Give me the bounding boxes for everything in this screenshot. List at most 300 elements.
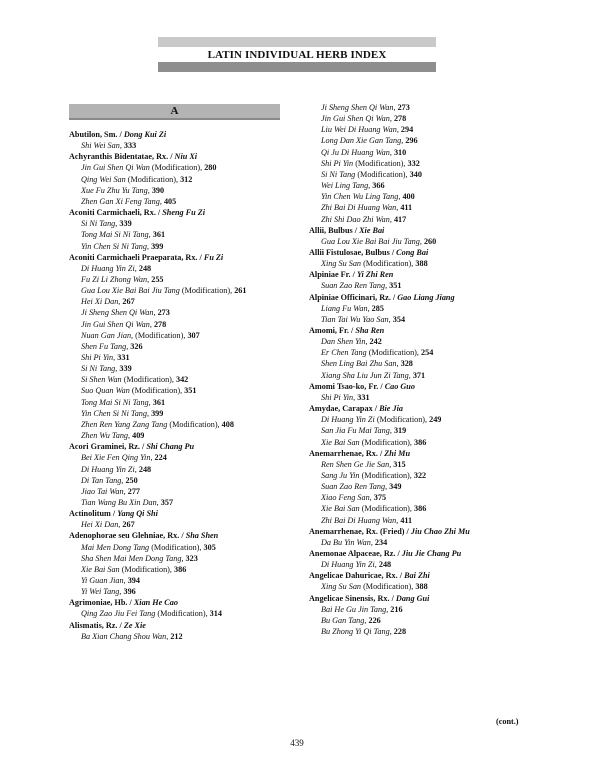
herb-entry: [69, 597, 178, 608]
formula-name: Jin Gui Shen Qi Wan: [81, 163, 150, 173]
formula-entry: [309, 492, 386, 503]
herb-latin-name: Amomi Tsao-ko, Fr.: [309, 381, 379, 391]
formula-name: Yin Chen Si Ni Tang: [81, 408, 147, 418]
page-ref: 326: [130, 341, 143, 351]
formula-name: Xue Fu Zhu Yu Tang: [81, 185, 148, 195]
formula-name: Zhi Bai Di Huang Wan: [321, 203, 397, 213]
formula-name: Tian Wang Bu Xin Dan: [81, 497, 157, 507]
page-ref: 250: [125, 475, 138, 485]
formula-entry: [309, 336, 382, 347]
page-ref: 315: [393, 459, 406, 469]
formula-name: Suo Quan Wan: [81, 386, 130, 396]
herb-latin-name: Aconiti Carmichaeli Praeparata, Rx.: [69, 252, 198, 262]
separator: ,: [149, 319, 154, 329]
herb-entry: [309, 247, 428, 258]
page-ref: 332: [407, 158, 420, 168]
herb-entry: [309, 292, 455, 303]
formula-entry: [309, 626, 406, 637]
separator: ,: [146, 408, 152, 418]
page-title: LATIN INDIVIDUAL HERB INDEX: [207, 49, 387, 61]
page-ref: 310: [393, 147, 407, 157]
separator: ,: [403, 158, 408, 168]
page-ref: 248: [138, 263, 152, 273]
separator: /: [139, 442, 147, 452]
formula-name: Hei Xi Dan: [81, 520, 119, 530]
formula-name: Ji Sheng Shen Qi Wan: [81, 308, 154, 318]
herb-entry: [69, 207, 205, 218]
herb-chinese-name: Jiu Jie Chang Pu: [401, 549, 462, 558]
formula-name: Tong Mai Si Ni Tang: [81, 230, 149, 240]
separator: ,: [159, 196, 164, 206]
formula-note: (Modification): [374, 415, 426, 425]
page-ref: 408: [221, 419, 234, 429]
separator: ,: [398, 192, 403, 202]
separator: ,: [134, 263, 139, 273]
page-ref: 226: [368, 615, 381, 625]
page-ref: 278: [393, 114, 407, 124]
page-ref: 396: [123, 587, 136, 597]
page-ref: 260: [423, 236, 437, 246]
separator: ,: [146, 241, 152, 251]
formula-entry: [69, 274, 164, 285]
separator: /: [389, 247, 397, 257]
herb-chinese-name: Bie Jia: [379, 404, 403, 414]
formula-entry: [309, 147, 406, 158]
herb-latin-name: Achyranthis Bidentatae, Rx.: [69, 152, 169, 162]
herb-entry: [309, 593, 429, 604]
page-ref: 249: [429, 415, 442, 425]
formula-entry: [69, 430, 144, 441]
separator: ,: [175, 174, 181, 184]
formula-entry: [309, 470, 426, 481]
separator: ,: [180, 386, 185, 396]
separator: ,: [393, 103, 398, 112]
formula-name: Sha Shen Mai Men Dong Tang: [81, 553, 182, 563]
formula-note: (Modification): [129, 386, 181, 396]
formula-entry: [69, 140, 136, 151]
separator: ,: [230, 286, 235, 296]
formula-name: Xie Bai San: [81, 564, 120, 574]
formula-name: Si Shen Wan: [81, 375, 122, 385]
separator: ,: [217, 419, 222, 429]
herb-chinese-name: Xian He Cao: [133, 598, 178, 608]
herb-latin-name: Adenophorae seu Glehniae, Rx.: [69, 531, 180, 541]
separator: /: [348, 326, 356, 335]
separator: /: [378, 381, 385, 391]
formula-entry: [309, 314, 405, 325]
page-ref: 328: [400, 359, 413, 369]
herb-chinese-name: Xie Bai: [359, 225, 385, 235]
separator: ,: [156, 497, 161, 507]
formula-name: Sang Ju Yin: [321, 470, 360, 480]
separator: ,: [121, 475, 126, 485]
herb-latin-name: Anemarrhenae, Rx. (Fried): [309, 526, 405, 536]
page-ref: 349: [389, 482, 402, 492]
page-ref: 314: [209, 609, 222, 619]
formula-name: Yi Guan Jian: [81, 576, 124, 585]
page-ref: 409: [132, 431, 145, 441]
formula-note: (Modification): [353, 158, 404, 168]
formula-note: (Modification): [366, 348, 417, 358]
page-ref: 248: [378, 560, 392, 570]
herb-chinese-name: Yi Zhi Ren: [356, 270, 394, 280]
separator: ,: [385, 281, 390, 291]
formula-entry: [309, 437, 426, 448]
formula-entry: [69, 586, 136, 597]
separator: /: [352, 225, 360, 235]
page-ref: 388: [415, 259, 428, 269]
formula-entry: [309, 191, 415, 202]
separator: ,: [416, 348, 421, 358]
formula-note: (Modification): [361, 582, 412, 592]
herb-latin-name: Angelicae Sinensis, Rx.: [309, 593, 390, 603]
formula-name: Yi Wei Tang: [81, 587, 120, 597]
formula-entry: [69, 285, 246, 296]
herb-latin-name: Amomi, Fr.: [309, 326, 349, 335]
separator: ,: [409, 470, 414, 480]
formula-note: (Modification): [155, 609, 206, 619]
herb-entry: [309, 526, 470, 537]
formula-name: Ren Shen Ge Jie San: [321, 459, 390, 469]
formula-name: Wei Ling Tang: [321, 181, 369, 191]
herb-entry: [309, 548, 461, 559]
page-ref: 333: [123, 141, 137, 151]
formula-entry: [309, 303, 384, 314]
separator: /: [395, 549, 402, 558]
formula-name: Xie Bai San: [321, 504, 360, 514]
formula-name: Xiao Feng San: [321, 493, 370, 503]
separator: /: [389, 593, 396, 603]
formula-name: Qing Wei San: [81, 174, 126, 184]
separator: ,: [134, 464, 139, 474]
separator: ,: [389, 459, 394, 469]
separator: ,: [408, 370, 413, 380]
separator: ,: [409, 437, 414, 447]
formula-name: Zhen Ren Yang Zang Tang: [81, 419, 168, 429]
formula-entry: [69, 374, 188, 385]
formula-name: Xiang Sha Liu Jun Zi Tang: [321, 370, 409, 380]
page-ref: 278: [153, 319, 167, 329]
separator: ,: [386, 604, 391, 614]
formula-name: Shi Pi Yin: [321, 158, 354, 168]
herb-entry: [309, 448, 410, 459]
separator: ,: [411, 582, 416, 592]
formula-entry: [309, 370, 425, 381]
herb-chinese-name: Sha Ren: [355, 326, 385, 335]
page-ref: 339: [119, 364, 132, 374]
page-ref: 411: [400, 203, 413, 213]
formula-name: Qing Zao Jiu Fei Tang: [81, 609, 156, 619]
formula-name: Gua Lou Xie Bai Bai Jiu Tang: [321, 236, 420, 246]
herb-chinese-name: Shi Chang Pu: [146, 442, 195, 452]
formula-entry: [69, 263, 151, 274]
separator: ,: [396, 515, 401, 525]
page-ref: 319: [393, 426, 407, 436]
separator: ,: [118, 520, 123, 530]
page-ref: 371: [412, 370, 426, 380]
formula-entry: [309, 392, 370, 403]
separator: ,: [169, 564, 174, 574]
separator: ,: [147, 274, 152, 284]
page-ref: 228: [393, 627, 407, 637]
page-ref: 254: [421, 348, 434, 358]
formula-note: (Modification): [361, 259, 412, 269]
separator: ,: [199, 542, 204, 552]
page-ref: 296: [405, 136, 418, 146]
formula-entry: [309, 581, 428, 592]
herb-entry: [309, 381, 415, 392]
herb-chinese-name: Yang Qi Shi: [117, 509, 158, 519]
formula-name: Bei Xie Fen Qing Yin: [81, 453, 151, 463]
separator: /: [117, 620, 124, 630]
herb-chinese-name: Jiu Chao Zhi Mu: [410, 526, 470, 536]
page-ref: 234: [374, 537, 388, 547]
page-ref: 307: [187, 330, 200, 340]
formula-entry: [309, 347, 433, 358]
formula-entry: [69, 564, 186, 575]
formula-entry: [69, 352, 130, 363]
formula-entry: [309, 169, 422, 180]
formula-name: Xing Su San: [321, 259, 362, 269]
page-ref: 285: [371, 303, 384, 313]
formula-name: Suan Zao Ren Tang: [321, 281, 386, 291]
separator: ,: [389, 114, 394, 124]
separator: /: [350, 270, 357, 280]
formula-entry: [69, 385, 196, 396]
formula-note: (Modification): [125, 174, 176, 184]
formula-entry: [69, 408, 163, 419]
formula-name: Liu Wei Di Huang Wan: [321, 125, 397, 135]
formula-entry: [309, 515, 412, 526]
separator: ,: [388, 314, 393, 324]
page-ref: 394: [127, 576, 140, 585]
formula-note: (Modification): [355, 169, 406, 179]
herb-latin-name: Amydae, Carapax: [309, 404, 373, 414]
separator: ,: [183, 330, 188, 340]
formula-name: Si Ni Tang: [81, 219, 116, 229]
separator: ,: [368, 181, 373, 191]
page-ref: 399: [151, 408, 164, 418]
formula-entry: [69, 330, 200, 341]
separator: /: [155, 208, 163, 218]
herb-latin-name: Alpiniae Fr.: [309, 270, 351, 280]
page-ref: 361: [152, 397, 166, 407]
herb-chinese-name: Cong Bai: [396, 247, 429, 257]
herb-entry: [69, 441, 194, 452]
formula-entry: [309, 615, 381, 626]
separator: ,: [389, 214, 394, 224]
page-ref: 357: [160, 497, 174, 507]
herb-chinese-name: Niu Xi: [174, 152, 198, 162]
separator: /: [404, 526, 411, 536]
formula-entry: [69, 162, 216, 173]
page-ref: 216: [390, 604, 403, 614]
formula-entry: [69, 241, 163, 252]
formula-entry: [309, 102, 410, 113]
separator: ,: [123, 576, 128, 585]
herb-entry: [309, 269, 393, 280]
separator: ,: [419, 236, 424, 246]
formula-entry: [309, 258, 428, 269]
formula-entry: [69, 608, 222, 619]
formula-entry: [309, 280, 401, 291]
page-ref: 342: [175, 375, 189, 385]
herb-chinese-name: Bai Zhi: [404, 571, 430, 581]
formula-entry: [309, 113, 406, 124]
formula-entry: [69, 519, 135, 530]
page-ref: 331: [357, 392, 370, 402]
formula-entry: [69, 185, 164, 196]
separator: ,: [367, 303, 372, 313]
separator: ,: [385, 482, 390, 492]
formula-name: Si Ni Tang: [321, 169, 356, 179]
separator: /: [168, 152, 175, 162]
page-ref: 305: [203, 542, 216, 552]
herb-entry: [309, 570, 430, 581]
formula-name: Shen Fu Tang: [81, 341, 127, 351]
herb-chinese-name: Dang Gui: [395, 593, 430, 603]
formula-entry: [69, 296, 135, 307]
herb-chinese-name: Dong Kui Zi: [123, 130, 167, 139]
separator: ,: [396, 359, 401, 369]
page-ref: 386: [174, 564, 187, 574]
formula-name: Zhen Wu Tang: [81, 431, 129, 441]
herb-latin-name: Acori Graminei, Rz.: [69, 442, 140, 452]
herb-chinese-name: Ze Xie: [123, 620, 146, 630]
herb-latin-name: Agrimoniae, Hb.: [69, 598, 128, 608]
separator: ,: [353, 392, 358, 402]
formula-entry: [309, 236, 436, 247]
formula-note: (Modification): [359, 437, 410, 447]
page-ref: 294: [400, 125, 414, 135]
formula-name: Da Bu Yin Wan: [321, 537, 371, 547]
formula-name: Qi Ju Di Huang Wan: [321, 147, 390, 157]
formula-entry: [309, 158, 420, 169]
page-ref: 351: [184, 386, 197, 396]
separator: ,: [119, 587, 124, 597]
separator: ,: [365, 337, 370, 347]
herb-chinese-name: Sheng Fu Zi: [162, 208, 206, 218]
herb-entry: [69, 508, 158, 519]
separator: ,: [118, 297, 123, 307]
formula-note: (Modification): [359, 504, 410, 514]
separator: ,: [369, 493, 374, 503]
formula-entry: [309, 214, 406, 225]
title-bar-bottom: [158, 62, 436, 72]
separator: ,: [396, 125, 401, 135]
formula-name: Hei Xi Dan: [81, 297, 119, 307]
formula-entry: [69, 464, 151, 475]
separator: ,: [113, 353, 118, 362]
page-ref: 331: [117, 353, 130, 362]
herb-entry: [69, 252, 223, 263]
separator: ,: [166, 631, 171, 641]
separator: ,: [374, 560, 379, 570]
separator: ,: [409, 504, 414, 514]
formula-entry: [309, 537, 387, 548]
herb-latin-name: Alismatis, Rz.: [69, 620, 118, 630]
formula-entry: [69, 319, 166, 330]
herb-latin-name: Anemonae Alpaceae, Rz.: [309, 549, 396, 558]
formula-entry: [69, 229, 165, 240]
herb-latin-name: Actinolitum: [69, 509, 111, 519]
separator: ,: [181, 553, 186, 563]
page-ref: 273: [397, 103, 410, 112]
formula-name: Shi Wei San: [81, 141, 120, 151]
formula-entry: [69, 196, 176, 207]
formula-entry: [69, 475, 138, 486]
separator: ,: [115, 219, 120, 229]
separator: ,: [128, 431, 133, 441]
formula-entry: [309, 358, 413, 369]
herb-chinese-name: Zhi Mu: [384, 448, 410, 458]
formula-name: Mai Men Dong Tang: [81, 542, 150, 552]
page-ref: 267: [122, 297, 135, 307]
formula-name: Dan Shen Yin: [321, 337, 366, 347]
formula-note: (Modification): [179, 286, 231, 296]
formula-entry: [69, 575, 140, 586]
herb-latin-name: Allii, Bulbus: [309, 225, 353, 235]
separator: /: [397, 571, 405, 581]
separator: /: [127, 598, 134, 608]
page-ref: 280: [204, 163, 217, 173]
separator: ,: [396, 203, 401, 213]
separator: ,: [389, 147, 394, 157]
separator: ,: [401, 136, 406, 146]
separator: ,: [147, 185, 152, 195]
page-ref: 340: [409, 169, 422, 179]
herb-latin-name: Angelicae Dahuricae, Rx.: [309, 571, 398, 581]
formula-name: Di Huang Yin Zi: [321, 560, 375, 570]
formula-name: Liang Fu Wan: [321, 303, 368, 313]
formula-name: Long Dan Xie Gan Tang: [321, 136, 402, 146]
formula-name: Jin Gui Shen Qi Wan: [321, 114, 390, 124]
formula-entry: [309, 135, 418, 146]
separator: ,: [405, 169, 410, 179]
formula-entry: [69, 452, 167, 463]
separator: ,: [153, 308, 158, 318]
formula-name: Zhi Shi Dao Zhi Wan: [321, 214, 390, 224]
formula-name: Shi Pi Yin: [81, 353, 114, 362]
herb-latin-name: Aconiti Carmichaeli, Rx.: [69, 208, 156, 218]
formula-entry: [69, 218, 132, 229]
page-ref: 248: [138, 464, 152, 474]
formula-name: Suan Zao Ren Tang: [321, 482, 386, 492]
herb-chinese-name: Sha Shen: [185, 531, 219, 541]
formula-entry: [309, 414, 441, 425]
formula-name: Di Huang Yin Zi: [81, 464, 135, 474]
formula-name: Bai He Gu Jin Tang: [321, 604, 387, 614]
separator: ,: [150, 453, 155, 463]
page-ref: 417: [393, 214, 407, 224]
formula-entry: [69, 174, 192, 185]
separator: ,: [148, 230, 153, 240]
formula-entry: [309, 503, 426, 514]
page-ref: 399: [151, 241, 164, 251]
formula-entry: [69, 397, 165, 408]
formula-name: Jiao Tai Wan: [81, 486, 124, 496]
separator: ,: [115, 364, 120, 374]
page-ref: 388: [415, 582, 428, 592]
formula-note: (Modification): [149, 542, 200, 552]
page-ref: 312: [180, 174, 193, 184]
page-ref: 386: [414, 437, 427, 447]
separator: ,: [119, 141, 124, 151]
formula-entry: [69, 542, 216, 553]
formula-name: Shen Ling Bai Zhu San: [321, 359, 397, 369]
formula-entry: [69, 497, 173, 508]
page-ref: 351: [389, 281, 402, 291]
